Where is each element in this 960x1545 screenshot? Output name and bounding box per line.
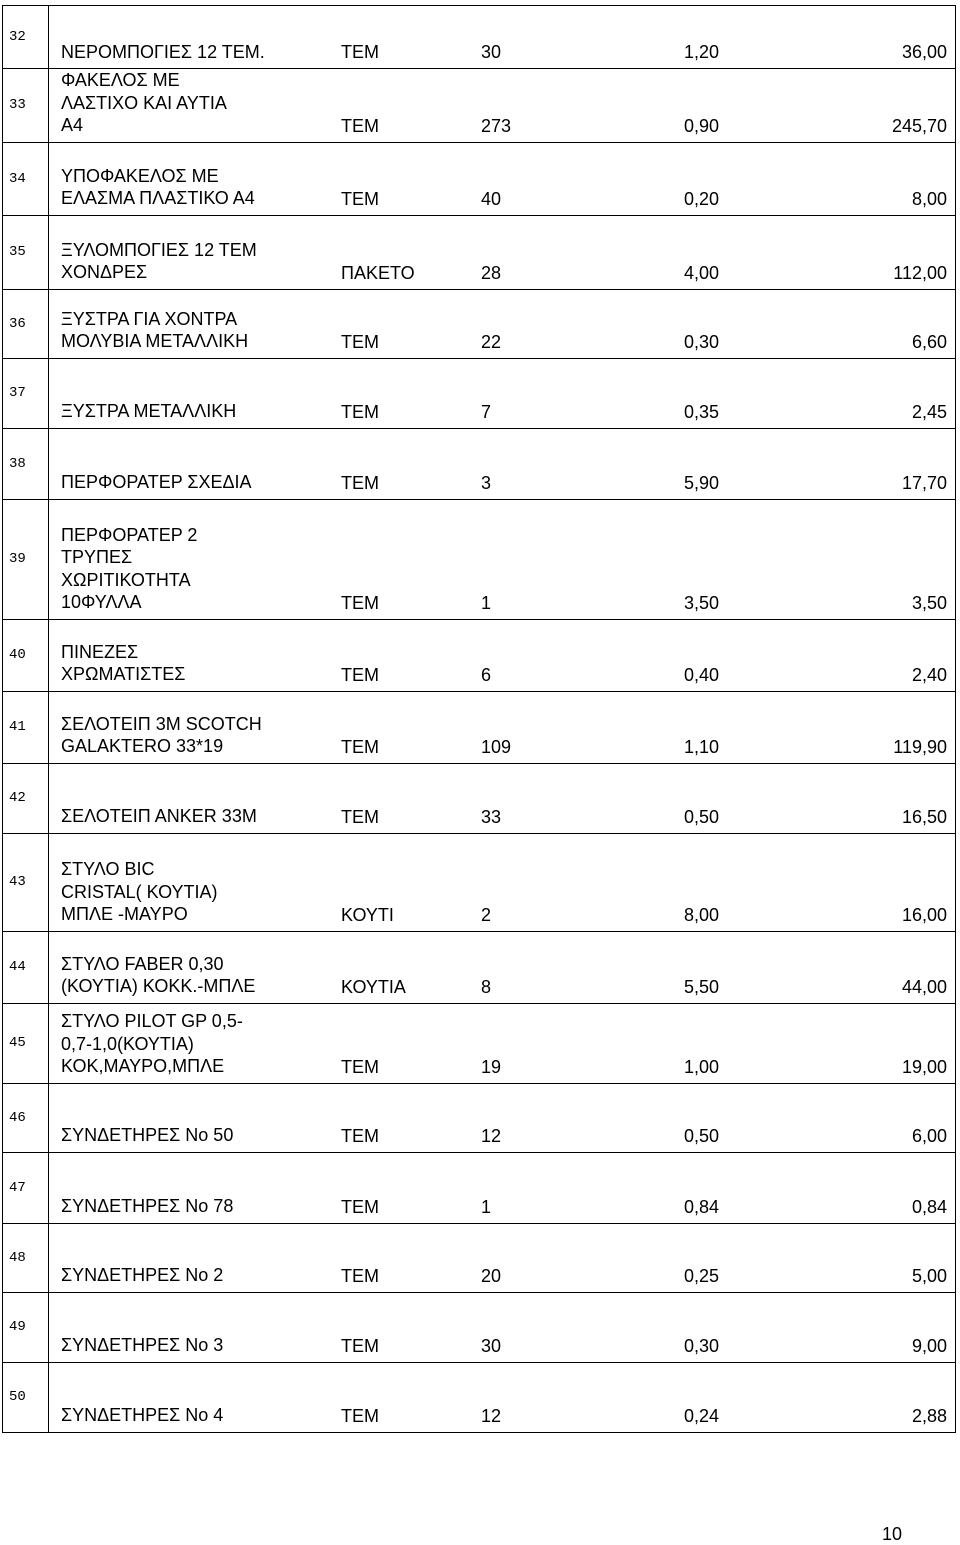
item-unit-price: 0,50 [683,1125,719,1146]
item-total: 112,00 [893,262,947,283]
row-line [61,471,947,499]
item-quantity: 40 [481,188,502,209]
row-line [61,1334,947,1362]
row-line [61,805,947,833]
item-total: 2,45 [911,401,947,422]
page-number: 10 [881,1524,902,1544]
row-line [61,858,947,931]
row-number: 40 [3,619,49,691]
row-number: 49 [3,1292,49,1362]
table-row [3,931,956,1003]
item-total: 17,70 [901,472,947,493]
item-description: ΞΥΛΟΜΠΟΓΙΕΣ 12 ΤΕΜ ΧΟΝΔΡΕΣ [61,239,257,282]
row-line [61,308,947,358]
item-quantity: 273 [481,115,512,136]
item-unit: ΤΕΜ [341,115,379,136]
row-content [49,142,956,215]
item-unit-price: 5,90 [683,472,719,493]
item-unit-price: 0,30 [683,331,719,352]
item-unit: ΤΕΜ [341,1335,379,1356]
row-line [61,1010,947,1083]
table-row [3,358,956,428]
item-total: 16,50 [901,806,947,827]
item-unit-price: 0,35 [683,401,719,422]
row-number: 41 [3,691,49,763]
item-description: ΣΥΝΔΕΤΗΡΕΣ Νο 2 [61,1265,224,1285]
item-unit: ΤΕΜ [341,664,379,685]
item-description: ΣΕΛΟΤΕΙΠ ΑΝΚΕR 33Μ [61,806,257,826]
item-unit-price: 0,90 [683,115,719,136]
row-line [61,239,947,289]
row-content [49,6,956,69]
item-description: ΣΥΝΔΕΤΗΡΕΣ Νο 3 [61,1335,224,1355]
row-content [49,1223,956,1292]
item-unit-price: 0,25 [683,1265,719,1286]
row-number: 32 [3,6,49,69]
item-total: 119,90 [893,736,947,757]
item-unit: ΚΟΥΤΙ [341,904,394,925]
item-unit: ΤΕΜ [341,401,379,422]
item-quantity: 30 [481,1335,502,1356]
item-unit-price: 0,84 [683,1196,719,1217]
item-description: ΣΥΝΔΕΤΗΡΕΣ Νο 4 [61,1405,224,1425]
table-row [3,215,956,289]
row-content [49,289,956,358]
table-row [3,499,956,619]
row-number: 38 [3,428,49,499]
item-unit-price: 1,10 [683,736,719,757]
item-description: ΣΤΥΛΟ FABER 0,30 (ΚΟΥΤΙΑ) ΚΟΚΚ.-ΜΠΛΕ [61,953,256,996]
row-number: 43 [3,833,49,931]
row-line [61,41,947,69]
item-unit: ΤΕΜ [341,1196,379,1217]
item-quantity: 12 [481,1405,502,1426]
item-total: 5,00 [911,1265,947,1286]
row-number: 48 [3,1223,49,1292]
item-unit-price: 0,24 [683,1405,719,1426]
row-number: 46 [3,1083,49,1152]
item-unit: ΤΕΜ [341,42,379,62]
item-unit-price: 0,40 [683,664,719,685]
item-total: 36,00 [901,42,947,62]
table-row [3,69,956,143]
item-description: ΠΕΡΦΟΡΑΤΕΡ ΣΧΕΔΙΑ [61,472,252,492]
item-quantity: 3 [481,472,492,493]
table-row [3,1362,956,1432]
item-total: 44,00 [901,976,947,997]
table-row [3,619,956,691]
row-number: 35 [3,215,49,289]
row-line [61,1195,947,1223]
item-description: ΝΕΡΟΜΠΟΓΙΕΣ 12 ΤΕΜ. [61,41,265,62]
item-total: 9,00 [911,1335,947,1356]
table-row [3,428,956,499]
item-description: ΥΠΟΦΑΚΕΛΟΣ ΜΕ ΕΛΑΣΜΑ ΠΛΑΣΤΙΚΟ Α4 [61,165,255,208]
item-description: ΣΕΛΟΤΕΙΠ 3M SCOTCH GALAKTERO 33*19 [61,713,262,756]
item-description: ΞΥΣΤΡΑ ΜΕΤΑΛΛΙΚΗ [61,401,237,421]
row-number: 44 [3,931,49,1003]
item-quantity: 30 [481,42,502,62]
row-line [61,165,947,215]
table-row [3,691,956,763]
row-content [49,215,956,289]
item-unit: ΤΕΜ [341,806,379,827]
table-row [3,1223,956,1292]
item-description: ΣΤΥΛΟ PILOT GP 0,5- 0,7-1,0(ΚΟΥΤΙΑ) ΚΟΚ,ΜΑΥΡΟ,ΜΠΛΕ [61,1011,243,1076]
row-line [61,524,947,619]
item-unit: ΚΟΥΤΙΑ [341,976,406,997]
row-line [61,1124,947,1152]
item-quantity: 20 [481,1265,502,1286]
row-content [49,691,956,763]
item-quantity: 8 [481,976,492,997]
item-quantity: 22 [481,331,502,352]
item-unit-price: 5,50 [683,976,719,997]
item-unit-price: 3,50 [683,592,719,613]
row-number: 39 [3,499,49,619]
table-row [3,6,956,69]
items-table [2,5,956,1433]
row-content [49,499,956,619]
row-content [49,1292,956,1362]
item-unit: ΤΕΜ [341,1125,379,1146]
item-description: ΣΥΝΔΕΤΗΡΕΣ Νο 50 [61,1125,234,1145]
item-total: 0,84 [911,1196,947,1217]
row-line [61,1264,947,1292]
item-unit-price: 8,00 [683,904,719,925]
item-unit: ΠΑΚΕΤΟ [341,262,415,283]
item-total: 3,50 [911,592,947,613]
row-content [49,69,956,143]
table-row [3,763,956,833]
table-row [3,1152,956,1223]
row-line [61,1404,947,1432]
row-content [49,931,956,1003]
item-unit: ΤΕΜ [341,331,379,352]
item-unit-price: 1,20 [683,42,719,62]
item-total: 245,70 [891,115,947,136]
item-unit-price: 1,00 [683,1056,719,1077]
item-description: ΠΕΡΦΟΡΑΤΕΡ 2 ΤΡΥΠΕΣ ΧΩΡΙΤΙΚΟΤΗΤΑ 10ΦΥΛΛΑ [61,524,198,612]
table-row [3,833,956,931]
item-total: 2,88 [911,1405,947,1426]
item-description: ΠΙΝΕΖΕΣ ΧΡΩΜΑΤΙΣΤΕΣ [61,641,186,684]
item-total: 6,60 [911,331,947,352]
row-number: 36 [3,289,49,358]
item-description: ΞΥΣΤΡΑ ΓΙΑ ΧΟΝΤΡΑ ΜΟΛΥΒΙΑ ΜΕΤΑΛΛΙΚΗ [61,308,249,351]
item-description: ΣΤΥΛΟ BIC CRISTAL( ΚΟΥΤΙΑ) ΜΠΛΕ -ΜΑΥΡΟ [61,859,218,924]
item-quantity: 6 [481,664,492,685]
item-unit-price: 4,00 [683,262,719,283]
row-number: 50 [3,1362,49,1432]
item-quantity: 28 [481,262,502,283]
item-quantity: 1 [481,1196,492,1217]
item-quantity: 1 [481,592,492,613]
row-content [49,428,956,499]
item-unit: ΤΕΜ [341,188,379,209]
row-line [61,69,947,142]
row-content [49,358,956,428]
row-number: 34 [3,142,49,215]
row-number: 47 [3,1152,49,1223]
row-line [61,400,947,428]
row-number: 33 [3,69,49,143]
row-number: 45 [3,1003,49,1083]
item-unit-price: 0,30 [683,1335,719,1356]
table-row [3,289,956,358]
item-description: ΦΑΚΕΛΟΣ ΜΕ ΛΑΣΤΙΧΟ ΚΑΙ ΑΥΤΙΑ Α4 [61,70,227,135]
table-row [3,1003,956,1083]
item-unit: ΤΕΜ [341,1405,379,1426]
item-quantity: 12 [481,1125,502,1146]
table-row [3,1083,956,1152]
item-total: 2,40 [911,664,947,685]
row-number: 37 [3,358,49,428]
row-line [61,641,947,691]
item-total: 8,00 [911,188,947,209]
table-row [3,142,956,215]
item-unit-price: 0,20 [683,188,719,209]
row-content [49,833,956,931]
row-line [61,713,947,763]
item-unit: ΤΕΜ [341,1265,379,1286]
item-total: 16,00 [901,904,947,925]
row-content [49,1152,956,1223]
row-line [61,953,947,1003]
table-row [3,1292,956,1362]
item-quantity: 33 [481,806,502,827]
item-description: ΣΥΝΔΕΤΗΡΕΣ Νο 78 [61,1196,234,1216]
item-unit: ΤΕΜ [341,472,379,493]
row-content [49,1083,956,1152]
item-quantity: 19 [481,1056,502,1077]
row-content [49,1003,956,1083]
item-quantity: 109 [481,736,512,757]
row-content [49,619,956,691]
item-quantity: 7 [481,401,492,422]
items-table-body [3,6,956,1433]
row-number: 42 [3,763,49,833]
row-content [49,1362,956,1432]
item-unit-price: 0,50 [683,806,719,827]
item-quantity: 2 [481,904,492,925]
item-total: 19,00 [901,1056,947,1077]
item-total: 6,00 [911,1125,947,1146]
item-unit: ΤΕΜ [341,592,379,613]
row-content [49,763,956,833]
item-unit: ΤΕΜ [341,1056,379,1077]
item-unit: ΤΕΜ [341,736,379,757]
